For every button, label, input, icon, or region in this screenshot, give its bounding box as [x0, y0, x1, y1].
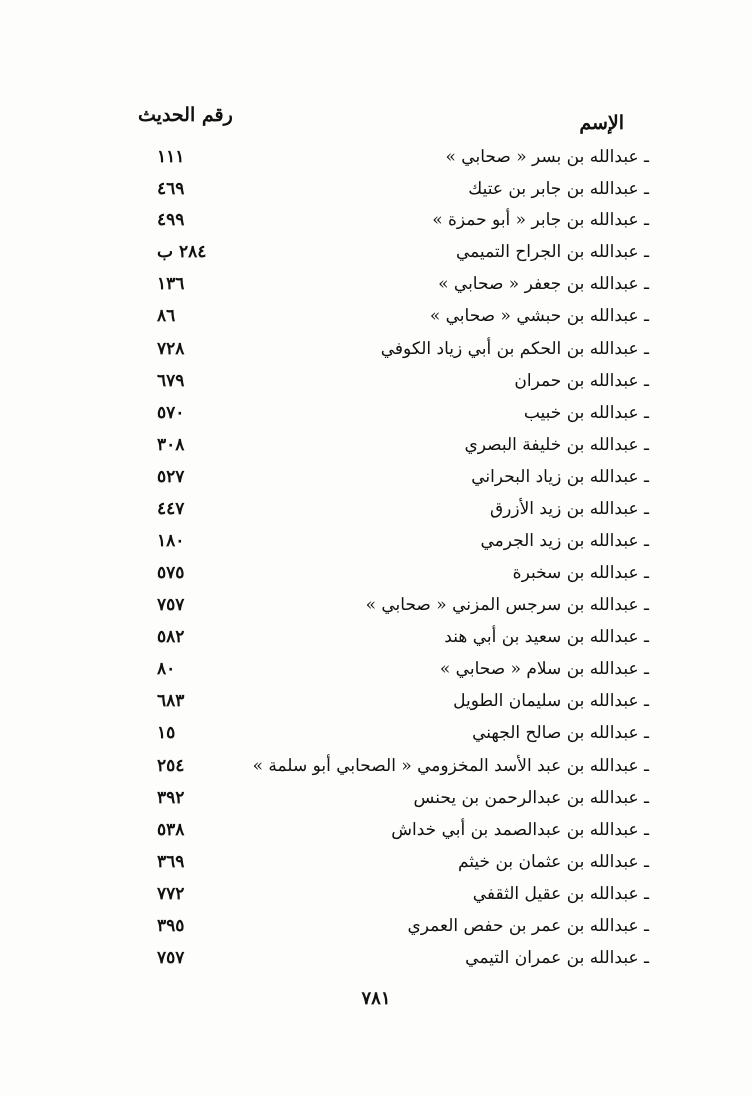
narrator-name: ـ عبدالله بن عقيل الثقفي	[472, 884, 649, 904]
hadith-number: ١١١	[157, 147, 185, 167]
narrator-name: ـ عبدالله بن زياد البحراني	[471, 467, 649, 487]
narrator-name: ـ عبدالله بن عمران التيمي	[465, 948, 649, 968]
index-row	[0, 818, 752, 850]
hadith-number: ٣٩٥	[157, 916, 185, 936]
hadith-number: ٣٩٢	[157, 788, 185, 808]
hadith-number-column-header: رقم الحديث	[138, 104, 233, 126]
narrator-name: ـ عبدالله بن جعفر « صحابي »	[438, 274, 649, 294]
narrator-name: ـ عبدالله بن خليفة البصري	[464, 435, 649, 455]
narrator-name: ـ عبدالله بن الحكم بن أبي زياد الكوفي	[380, 339, 649, 359]
hadith-number: ٣٠٨	[157, 435, 185, 455]
narrator-name: ـ عبدالله بن جابر « أبو حمزة »	[432, 210, 649, 230]
index-row	[0, 145, 752, 177]
narrator-name: ـ عبدالله بن عبدالصمد بن أبي خداش	[391, 820, 649, 840]
hadith-number: ٥٣٨	[157, 820, 185, 840]
index-row	[0, 561, 752, 593]
hadith-number: ٥٧٠	[157, 403, 185, 423]
narrator-name: ـ عبدالله بن زيد الجرمي	[480, 531, 649, 551]
hadith-number: ٤٤٧	[157, 499, 185, 519]
index-row	[0, 208, 752, 240]
narrator-name: ـ عبدالله بن عثمان بن خيثم	[457, 852, 649, 872]
hadith-number: ١٥	[157, 723, 176, 743]
index-row	[0, 882, 752, 914]
index-row	[0, 177, 752, 209]
narrator-name: ـ عبدالله بن عبد الأسد المخزومي « الصحابي أبو سلمة »	[252, 756, 649, 776]
index-row	[0, 497, 752, 529]
hadith-number: ٧٥٧	[157, 948, 185, 968]
index-row	[0, 721, 752, 753]
hadith-number: ٥٨٢	[157, 627, 185, 647]
index-row	[0, 786, 752, 818]
index-row	[0, 304, 752, 336]
narrator-name: ـ عبدالله بن خبيب	[523, 403, 649, 423]
hadith-number: ٧٥٧	[157, 595, 185, 615]
hadith-number: ٦٧٩	[157, 371, 185, 391]
hadith-number: ٢٥٤	[157, 756, 185, 776]
narrator-name: ـ عبدالله بن سرجس المزني « صحابي »	[365, 595, 649, 615]
hadith-number: ١٨٠	[157, 531, 185, 551]
narrator-name: ـ عبدالله بن بسر « صحابي »	[445, 147, 649, 167]
hadith-number: ١٣٦	[157, 274, 185, 294]
index-row	[0, 850, 752, 882]
narrator-name: ـ عبدالله بن سلام « صحابي »	[439, 659, 649, 679]
narrator-name: ـ عبدالله بن الجراح التميمي	[455, 242, 649, 262]
page-number: ٧٨١	[361, 988, 391, 1009]
index-row	[0, 401, 752, 433]
index-row	[0, 593, 752, 625]
hadith-number: ٦٨٣	[157, 691, 185, 711]
hadith-number: ٧٢٨	[157, 339, 185, 359]
narrator-name: ـ عبدالله بن سخبرة	[512, 563, 649, 583]
hadith-number: ٤٩٩	[157, 210, 185, 230]
narrator-name: ـ عبدالله بن زيد الأزرق	[489, 499, 649, 519]
index-row	[0, 657, 752, 689]
hadith-number: ٢٨٤ ب	[157, 242, 207, 262]
index-row	[0, 240, 752, 272]
index-row	[0, 689, 752, 721]
index-row	[0, 272, 752, 304]
hadith-number: ٥٢٧	[157, 467, 185, 487]
narrator-name: ـ عبدالله بن صالح الجهني	[472, 723, 649, 743]
narrator-name: ـ عبدالله بن سعيد بن أبي هند	[444, 627, 649, 647]
narrator-name: ـ عبدالله بن حمران	[514, 371, 649, 391]
narrator-name: ـ عبدالله بن عمر بن حفص العمري	[407, 916, 649, 936]
hadith-number: ٨٠	[157, 659, 176, 679]
hadith-number: ٧٧٢	[157, 884, 185, 904]
index-row	[0, 754, 752, 786]
narrator-name: ـ عبدالله بن سليمان الطويل	[453, 691, 649, 711]
name-column-header: الإسم	[579, 112, 624, 134]
narrator-name: ـ عبدالله بن حبشي « صحابي »	[429, 306, 649, 326]
narrator-name: ـ عبدالله بن عبدالرحمن بن يحنس	[413, 788, 649, 808]
index-row	[0, 369, 752, 401]
hadith-number: ٨٦	[157, 306, 176, 326]
hadith-number: ٤٦٩	[157, 179, 185, 199]
index-row	[0, 946, 752, 978]
hadith-number: ٥٧٥	[157, 563, 185, 583]
index-row	[0, 337, 752, 369]
index-row	[0, 433, 752, 465]
narrator-name: ـ عبدالله بن جابر بن عتيك	[468, 179, 649, 199]
index-row	[0, 465, 752, 497]
hadith-number: ٣٦٩	[157, 852, 185, 872]
index-row	[0, 625, 752, 657]
index-row	[0, 529, 752, 561]
index-row	[0, 914, 752, 946]
